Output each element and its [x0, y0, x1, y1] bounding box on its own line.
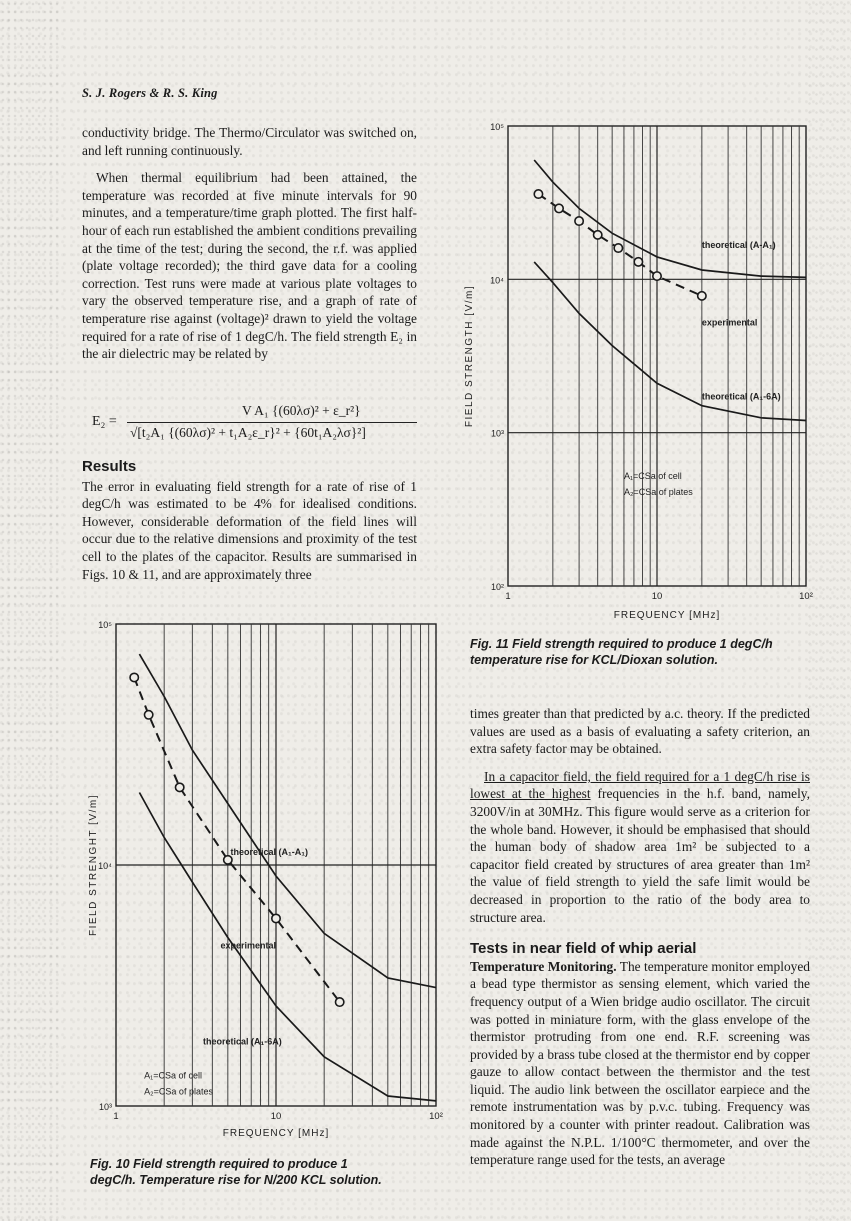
data-point-experimental [698, 292, 706, 300]
scan-noise-left [0, 0, 60, 1221]
paragraph-5-rest: This figure would serve as a criterion for the whole band. However, it should be emphasised that should the human body of shadow area 1m² be subjected to a capacitor field created by structures of area greater than 1m² the value of field strength to yield the safe limit would be decreased in proportion to the ratio of the body area to structure area. [470, 803, 810, 925]
paragraph-2: When thermal equilibrium had been attained, the temperature was recorded at five minute intervals for 90 minutes, and a temperature/time graph plotted. The first half-hour of each run established the ambient conditions prevailing at the time of the test; during the second, the r.f. was applied (plate voltage recorded); the third gave data for a cooling correction. Test runs were made at various plate voltages to vary the observed temperature rise, and a graph of rate of temperature rise against (voltage)² drawn to yield the voltage required for a rate of rise of 1 degC/h. The field strength E₂ in the air dielectric may be related by [82, 170, 417, 362]
y-tick-label: 10³ [98, 1102, 112, 1112]
series-line-theoretical-2 [139, 793, 436, 1101]
y-axis-label: FIELD STRENGTH [V/m] [464, 284, 475, 428]
paragraph-4: times greater than that predicted by a.c. theory. If the predicted values are used as a basis of evaluating a safety criterion, an extra safety factor may be obtained. [470, 706, 810, 757]
paragraph-6 [470, 958, 810, 1169]
y-tick-label: 10² [490, 582, 504, 592]
results-heading: Results [82, 458, 137, 475]
annotation-text: A₂=CSa of plates [144, 1086, 213, 1097]
data-point-experimental [272, 914, 280, 922]
equation-denominator: √[t₂A₁ {(60λσ)² + t₁A₂ε_r}² + {60t₁A₂λσ}²] [130, 425, 366, 440]
data-point-experimental [144, 711, 152, 719]
section-heading: Tests in near field of whip aerial [470, 940, 697, 958]
data-point-experimental [575, 217, 583, 225]
equation-lhs: E₂ = [92, 414, 117, 429]
data-point-experimental [130, 673, 138, 681]
y-tick-label: 10³ [490, 428, 504, 439]
paragraph-1: conductivity bridge. The Thermo/Circulator was switched on, and left running continuously. [82, 125, 417, 158]
annotation-text: A₁=CSa of cell [623, 470, 682, 481]
left-column-top [82, 124, 417, 363]
x-tick-label: 1 [113, 1111, 119, 1122]
x-tick-label: 10² [429, 1111, 443, 1122]
equation-numerator: V A₁ {(60λσ)² + ε_r²} [242, 403, 361, 418]
paragraph-3: The error in evaluating field strength for a rate of rise of 1 degC/h was estimated to be 4% for idealised conditions. However, considerable deformation of the field lines will occur due to the relative dimensions and proximity of the test cell to the plates of the capacitor. Results are summarised in Figs. 10 & 11, and are approximately three [82, 478, 417, 582]
y-tick-label: 10⁴ [490, 275, 504, 286]
series-label: theoretical (A-A₁) [701, 240, 776, 251]
x-axis-label: FREQUENCY [MHz] [613, 610, 721, 621]
left-column-results [82, 458, 417, 583]
data-point-experimental [594, 231, 602, 239]
figure-11-chart [460, 118, 830, 628]
y-axis-label: FIELD STRENGHT [V/m] [88, 793, 99, 937]
series-line-theoretical-0 [139, 654, 436, 988]
y-tick-label: 10⁵ [490, 122, 504, 132]
data-point-experimental [335, 998, 343, 1006]
x-tick-label: 10² [799, 591, 813, 602]
data-point-experimental [534, 190, 542, 198]
series-label: theoretical (A₁-6A) [203, 1036, 282, 1047]
series-label: experimental [701, 317, 758, 328]
right-column-body [470, 705, 810, 1169]
x-tick-label: 10 [270, 1111, 282, 1122]
annotation-text: A₁=CSa of cell [144, 1070, 203, 1081]
subhead: Temperature Monitoring. [470, 958, 617, 974]
y-tick-label: 10⁴ [98, 861, 112, 871]
figure-11-caption: Fig. 11 Field strength required to produce 1 degC/h temperature rise for KCL/Dioxan solution. [470, 637, 773, 667]
equation-fraction-bar [127, 422, 417, 423]
data-point-experimental [653, 272, 661, 280]
x-tick-label: 1 [505, 591, 511, 602]
field-strength-equation [92, 400, 422, 450]
figure-10-chart [80, 612, 450, 1160]
paragraph-5 [470, 768, 810, 926]
data-point-experimental [175, 783, 183, 791]
x-axis-label: FREQUENCY [MHz] [222, 1128, 330, 1139]
x-tick-label: 10 [651, 591, 663, 602]
data-point-experimental [634, 258, 642, 266]
data-point-experimental [555, 204, 563, 212]
paragraph-6-body: The temperature monitor employed a bead type thermistor as sensing element, which varied the frequency output of a Wien bridge audio oscillator. The circuit was potted in miniature form, with the glass envelope of the thermistor protruding from one end. R.F. screening was provided by a brass tube closed at the thermistor end by copper gauze to allow contact between the thermistor and the test liquid. The audio link between the oscillator earpiece and the remote instrumentation was by p.v.c. tubing. Frequency was monitored by a counter with printer readout. Calibration was made against the N.P.L. 1/100°C thermometer, and over the temperature range used for the tests, an average [470, 958, 810, 1168]
series-label: theoretical (A₁-6A) [701, 391, 781, 402]
series-label: experimental [220, 940, 277, 951]
running-head: S. J. Rogers & R. S. King [82, 86, 218, 100]
paragraph-5-middle: frequencies in the h.f. band, namely, 3200V/in at 30MHz. [470, 786, 810, 819]
underlined-text: In a capacitor field, the field required for a 1 degC/h rise is lowest at the highest [470, 768, 810, 802]
annotation-text: A₂=CSa of plates [623, 486, 693, 497]
figure-10-caption: Fig. 10 Field strength required to produce 1 degC/h. Temperature rise for N/200 KCL solution. [90, 1157, 382, 1187]
series-label: theoretical (A₁-A₁) [230, 847, 309, 858]
y-tick-label: 10⁵ [98, 620, 112, 630]
data-point-experimental [614, 244, 622, 252]
